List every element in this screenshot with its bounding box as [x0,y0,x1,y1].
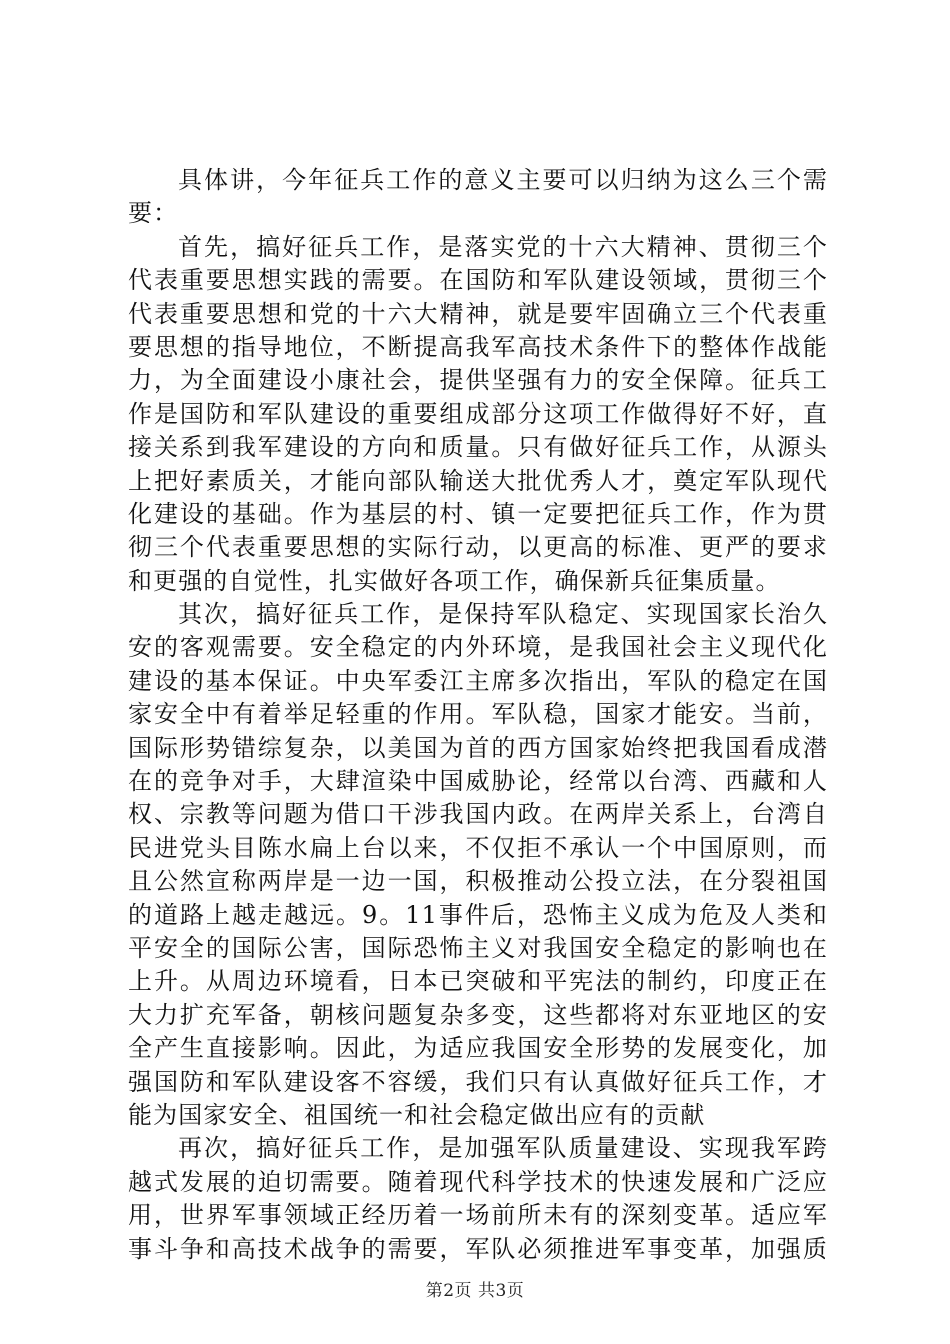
text-line: 平安全的国际公害，国际恐怖主义对我国安全稳定的影响也在 [128,933,828,962]
text-line: 要： [128,199,179,228]
text-line: 安的客观需要。安全稳定的内外环境，是我国社会主义现代化 [128,633,828,662]
text-line: 首先，搞好征兵工作，是落实党的十六大精神、贯彻三个 [178,232,828,261]
text-line: 具体讲，今年征兵工作的意义主要可以归纳为这么三个需 [178,166,828,194]
text-line: 再次，搞好征兵工作，是加强军队质量建设、实现我军跨 [178,1134,828,1163]
text-line: 建设的基本保证。中央军委江主席多次指出，军队的稳定在国 [128,666,828,695]
text-line: 在的竞争对手，大肆渲染中国威胁论，经常以台湾、西藏和人 [128,767,828,796]
text-line: 其次，搞好征兵工作，是保持军队稳定、实现国家长治久 [178,600,828,629]
text-line: 上把好素质关，才能向部队输送大批优秀人才，奠定军队现代 [128,466,828,495]
text-line: 用，世界军事领域正经历着一场前所未有的深刻变革。适应军 [128,1201,828,1230]
text-line: 接关系到我军建设的方向和质量。只有做好征兵工作，从源头 [128,433,828,462]
text-line: 且公然宣称两岸是一边一国，积极推动公投立法，在分裂祖国 [128,867,828,896]
text-line: 代表重要思想实践的需要。在国防和军队建设领域，贯彻三个 [128,266,828,295]
text-line: 和更强的自觉性，扎实做好各项工作，确保新兵征集质量。 [128,566,781,595]
page-number-footer: 第2页 共3页 [425,1281,525,1301]
text-line: 民进党头目陈水扁上台以来，不仅拒不承认一个中国原则，而 [128,833,828,862]
text-line: 家安全中有着举足轻重的作用。军队稳，国家才能安。当前， [128,700,828,729]
text-line: 大力扩充军备，朝核问题复杂多变，这些都将对东亚地区的安 [128,1000,828,1029]
text-line: 力，为全面建设小康社会，提供坚强有力的安全保障。征兵工 [128,366,828,395]
text-line: 全产生直接影响。因此，为适应我国安全形势的发展变化，加 [128,1034,828,1063]
text-line: 国际形势错综复杂，以美国为首的西方国家始终把我国看成潜 [128,733,828,762]
text-line: 事斗争和高技术战争的需要，军队必须推进军事变革，加强质 [128,1234,828,1263]
text-line: 能为国家安全、祖国统一和社会稳定做出应有的贡献 [128,1100,706,1129]
text-line: 作是国防和军队建设的重要组成部分这项工作做得好不好，直 [128,399,828,428]
text-line: 代表重要思想和党的十六大精神，就是要牢固确立三个代表重 [128,299,828,328]
text-line: 化建设的基础。作为基层的村、镇一定要把征兵工作，作为贯 [128,499,828,528]
text-line: 越式发展的迫切需要。随着现代科学技术的快速发展和广泛应 [128,1167,828,1196]
text-line: 的道路上越走越远。9。11事件后，恐怖主义成为危及人类和 [128,900,828,929]
text-line: 彻三个代表重要思想的实际行动，以更高的标准、更严的要求 [128,533,828,562]
text-line: 上升。从周边环境看，日本已突破和平宪法的制约，印度正在 [128,967,828,996]
text-line: 要思想的指导地位，不断提高我军高技术条件下的整体作战能 [128,332,828,361]
text-line: 强国防和军队建设客不容缓，我们只有认真做好征兵工作，才 [128,1067,828,1096]
text-line: 权、宗教等问题为借口干涉我国内政。在两岸关系上，台湾自 [128,800,828,829]
document-body [128,164,828,1266]
